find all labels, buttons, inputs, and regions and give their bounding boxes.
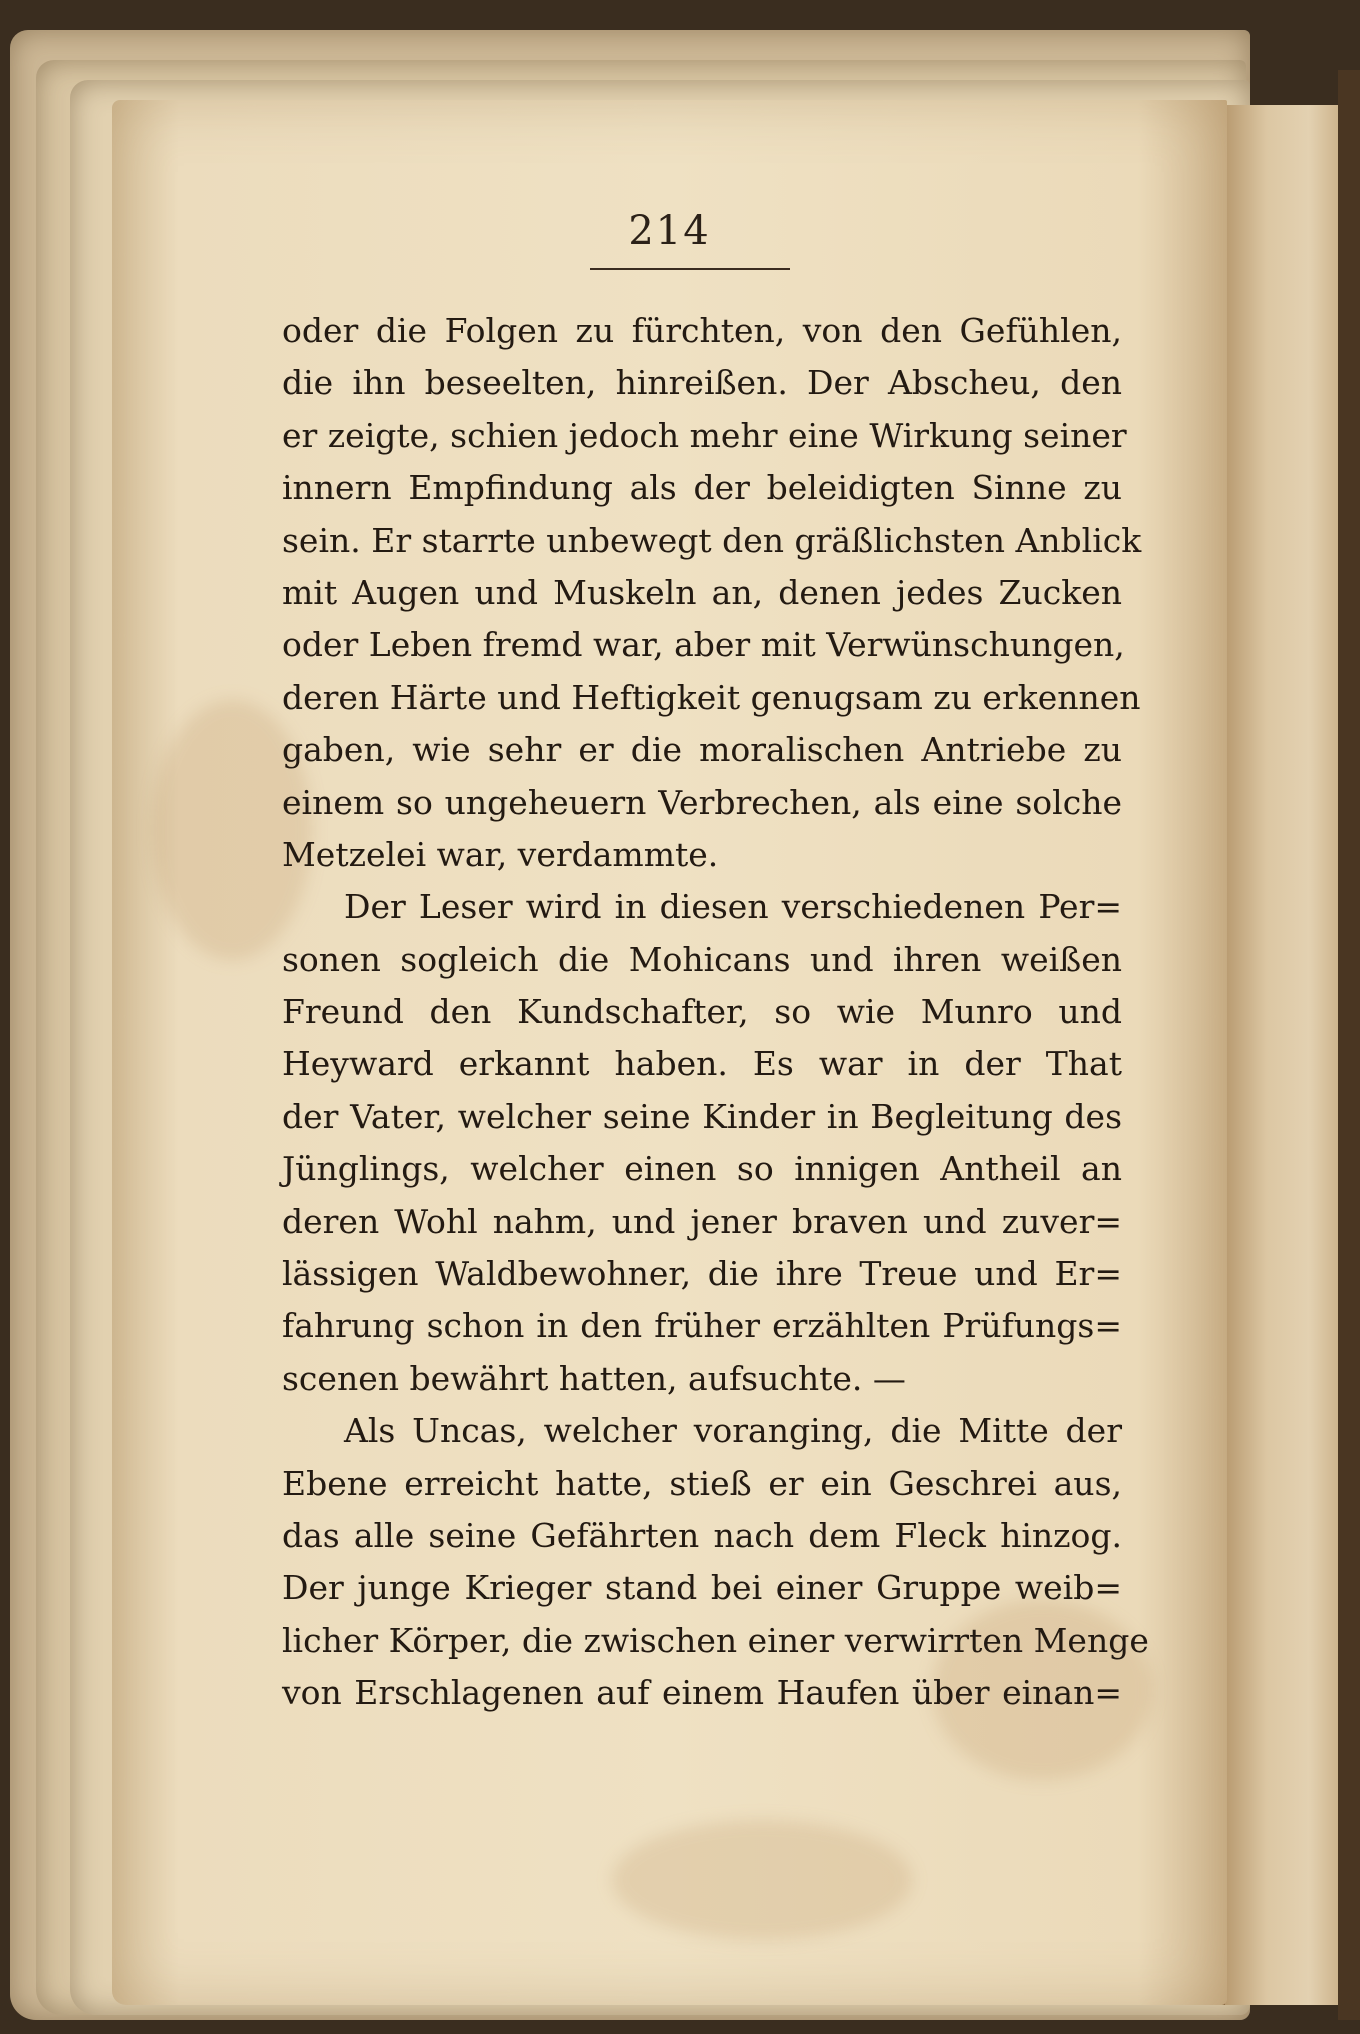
text-line: lässigen Waldbewohner, die ihre Treue und Er=	[282, 1254, 1122, 1294]
text-line: Jünglings, welcher einen so innigen Antheil an	[282, 1149, 1122, 1189]
text-line: Freund den Kundschafter, so wie Munro und	[282, 992, 1122, 1032]
text-line: oder die Folgen zu fürchten, von den Gefühlen,	[282, 311, 1122, 350]
paper-stain	[612, 1820, 912, 1940]
book-binding	[1338, 70, 1360, 2020]
text-line: er zeigte, schien jedoch mehr eine Wirkung seiner	[282, 415, 1127, 455]
text-line: Als Uncas, welcher voranging, die Mitte der	[344, 1411, 1122, 1451]
text-line: oder Leben fremd war, aber mit Verwünschungen,	[282, 625, 1125, 665]
text-line: innern Empfindung als der beleidigten Sinne zu	[282, 468, 1122, 508]
page-number: 214	[628, 208, 711, 254]
text-line: einem so ungeheuern Verbrechen, als eine solche	[282, 782, 1122, 822]
text-line: deren Härte und Heftigkeit genugsam zu erkennen	[282, 677, 1141, 717]
text-line: die ihn beseelten, hinreißen. Der Abscheu, den	[282, 363, 1122, 403]
text-line: scenen bewährt hatten, aufsuchte. —	[282, 1358, 906, 1398]
text-line: mit Augen und Muskeln an, denen jedes Zucken	[282, 572, 1122, 612]
text-line: fahrung schon in den früher erzählten Prüfungs=	[282, 1306, 1122, 1346]
text-line: Metzelei war, verdammte.	[282, 834, 719, 874]
text-line: Der junge Krieger stand bei einer Gruppe weib=	[282, 1568, 1122, 1608]
text-line: Der Leser wird in diesen verschiedenen Per=	[344, 887, 1122, 927]
text-line: licher Körper, die zwischen einer verwirrten Menge	[282, 1620, 1149, 1660]
text-line: der Vater, welcher seine Kinder in Begleitung des	[282, 1096, 1122, 1136]
book-page	[112, 100, 1227, 2005]
header-rule	[590, 268, 790, 270]
text-line: deren Wohl nahm, und jener braven und zuver=	[282, 1201, 1122, 1241]
text-line: sein. Er starrte unbewegt den gräßlichsten Anblick	[282, 520, 1142, 560]
text-line: Heyward erkannt haben. Es war in der That	[282, 1044, 1122, 1084]
text-line: sonen sogleich die Mohicans und ihren weißen	[282, 939, 1122, 979]
text-line: gaben, wie sehr er die moralischen Antriebe zu	[282, 730, 1122, 770]
text-line: von Erschlagenen auf einem Haufen über einan=	[282, 1673, 1122, 1713]
facing-page-edge	[1222, 105, 1345, 2005]
text-line: das alle seine Gefährten nach dem Fleck hinzog.	[282, 1515, 1122, 1555]
text-line: Ebene erreicht hatte, stieß er ein Geschrei aus,	[282, 1463, 1122, 1503]
body-text	[282, 305, 1149, 1720]
